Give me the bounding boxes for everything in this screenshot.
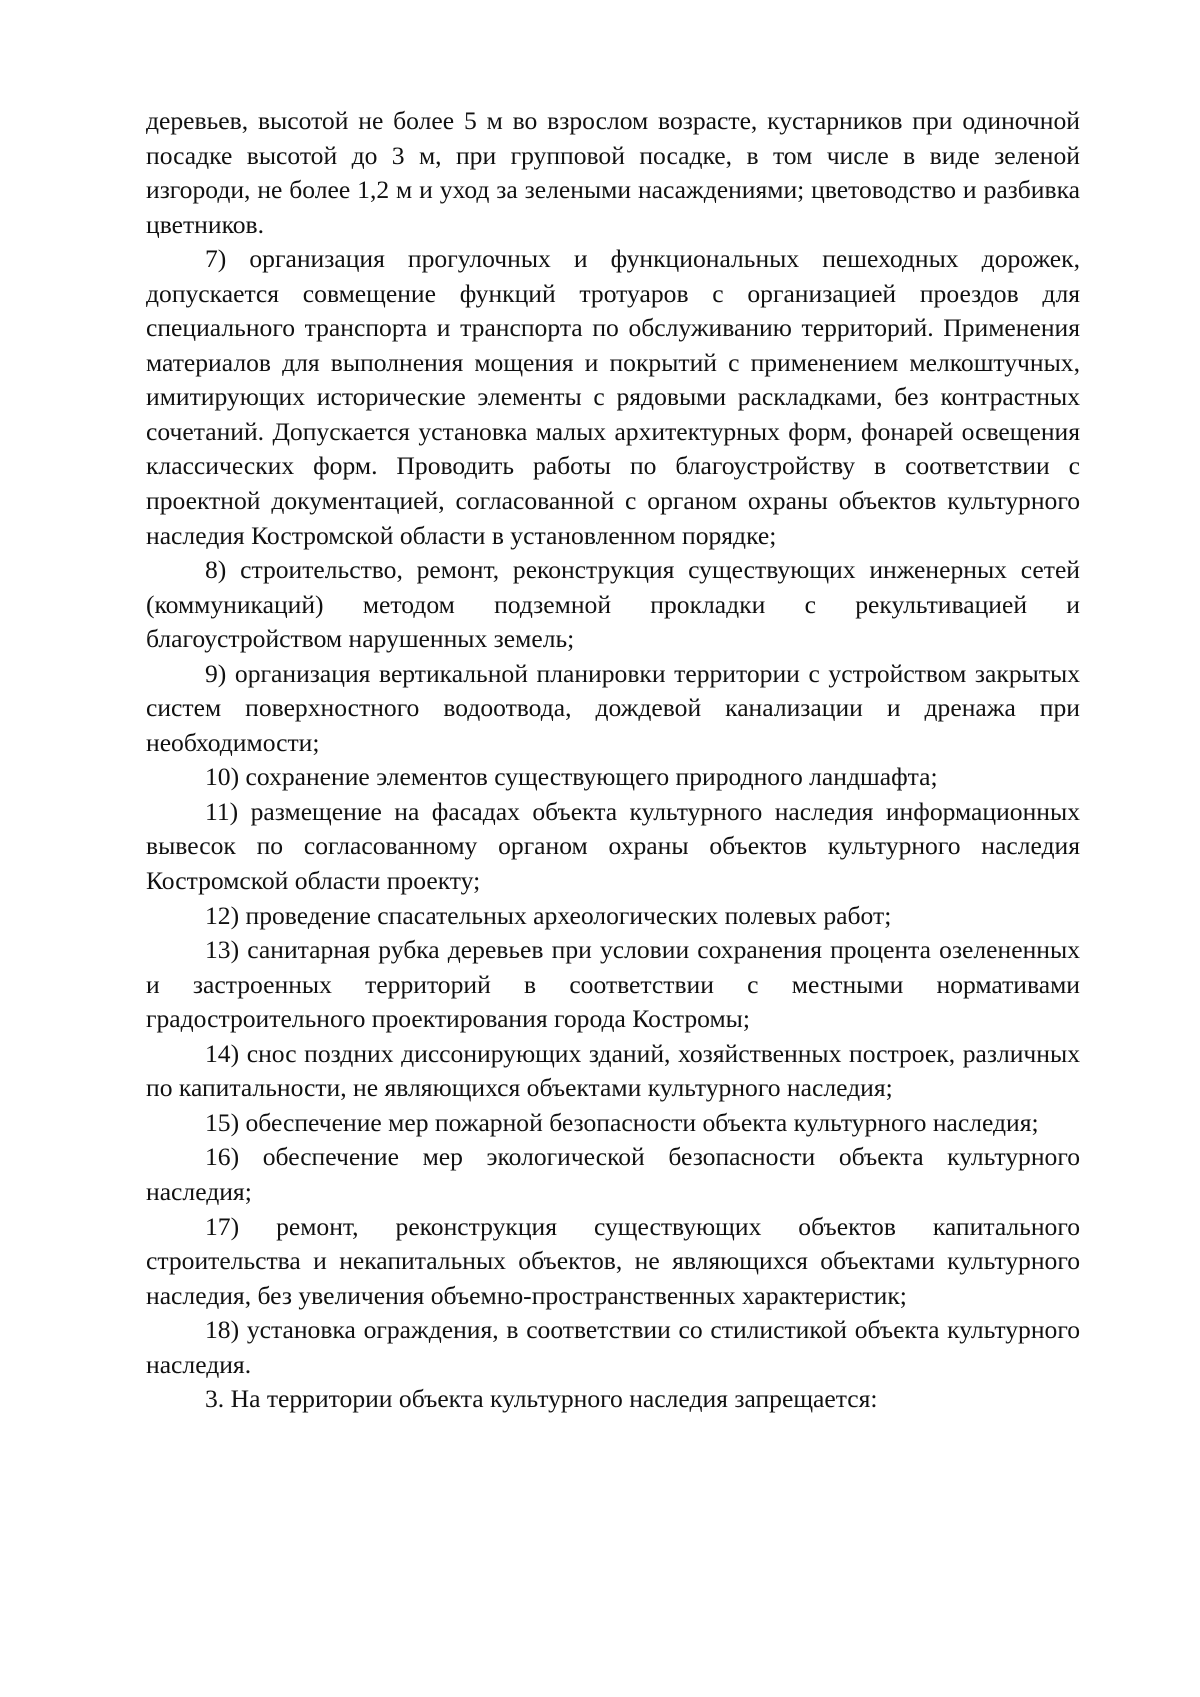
list-item-12: 12) проведение спасательных археологических полевых работ; <box>205 900 892 930</box>
list-item-10: 10) сохранение элементов существующего природного ландшафта; <box>205 762 938 792</box>
list-item-14: 14) снос поздних диссонирующих зданий, хозяйственных построек, различных по капитальности, не являющихся объектами культурного наследия; <box>146 1038 1080 1103</box>
list-item-15: 15) обеспечение мер пожарной безопасности объекта культурного наследия; <box>205 1107 1039 1137</box>
list-item-18: 18) установка ограждения, в соответствии со стилистикой объекта культурного наследия. <box>146 1315 1080 1379</box>
section-3-heading: 3. На территории объекта культурного наследия запрещается: <box>205 1384 878 1414</box>
list-item-17: 17) ремонт, реконструкция существующих объектов капитального строительства и некапитальных объектов, не являющихся объектами культурного наследия, без увеличения объемно-пространственных характеристик; <box>146 1211 1080 1310</box>
paragraph-continuation: деревьев, высотой не более 5 м во взрослом возрасте, кустарников при одиночной посадке высотой до 3 м, при групповой посадке, в том числе в виде зеленой изгороди, не более 1,2 м и уход за зелеными насаждениями; цветоводство и разбивка цветников. <box>146 106 1080 239</box>
list-item-7: 7) организация прогулочных и функциональных пешеходных дорожек, допускается совмещение функций тротуаров с организацией проездов для специального транспорта и транспорта по обслуживанию территорий. Применения материалов для выполнения мощения и покрытий с применением мелкоштучных, имитирующих исторические элементы с рядовыми раскладками, без контрастных сочетаний. Допускается установка малых архитектурных форм, фонарей освещения классических форм. Проводить работы по благоустройству в соответствии с проектной документацией, согласованной с органом охраны объектов культурного наследия Костромской области в установленном порядке; <box>146 244 1080 550</box>
list-item-16: 16) обеспечение мер экологической безопасности объекта культурного наследия; <box>146 1142 1080 1206</box>
list-item-8: 8) строительство, ремонт, реконструкция существующих инженерных сетей (коммуникаций) методом подземной прокладки с рекультивацией и благоустройством нарушенных земель; <box>146 555 1080 654</box>
list-item-9: 9) организация вертикальной планировки территории с устройством закрытых систем поверхностного водоотвода, дождевой канализации и дренажа при необходимости; <box>146 658 1080 757</box>
document-page <box>146 104 1080 1417</box>
list-item-13: 13) санитарная рубка деревьев при условии сохранения процента озелененных и застроенных территорий в соответствии с местными нормативами градостроительного проектирования города Костромы; <box>146 935 1080 1034</box>
list-item-11: 11) размещение на фасадах объекта культурного наследия информационных вывесок по согласованному органом охраны объектов культурного наследия Костромской области проекту; <box>146 796 1080 896</box>
